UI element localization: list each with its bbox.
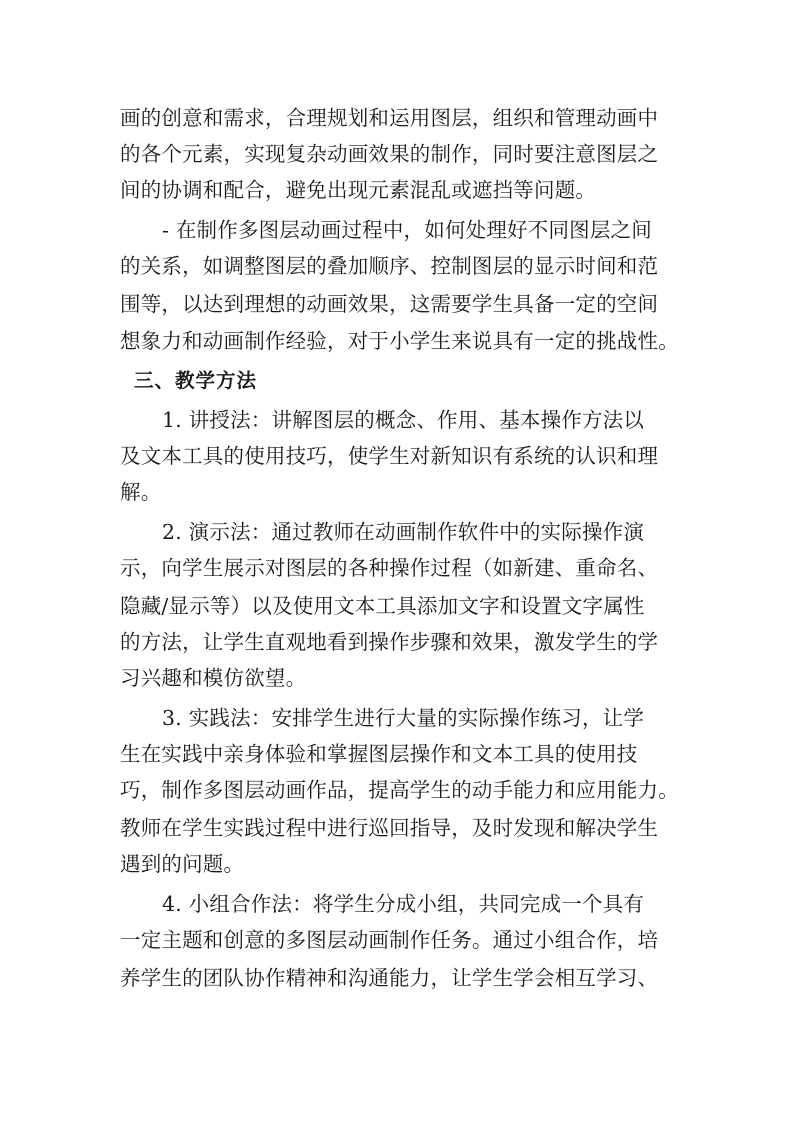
paragraph-line: 习兴趣和模仿欲望。 xyxy=(120,666,307,690)
paragraph-line: 一定主题和创意的多图层动画制作任务。通过小组合作，培 xyxy=(120,928,659,952)
paragraph-line: 3. 实践法：安排学生进行大量的实际操作练习，让学 xyxy=(162,706,645,730)
paragraph-line: 画的创意和需求，合理规划和运用图层，组织和管理动画中 xyxy=(120,106,659,130)
paragraph-line: 示，向学生展示对图层的各种操作过程（如新建、重命名、 xyxy=(120,556,659,580)
paragraph-line: 的各个元素，实现复杂动画效果的制作，同时要注意图层之 xyxy=(120,142,659,166)
section-heading: 三、教学方法 xyxy=(134,369,258,392)
paragraph-line: 及文本工具的使用技巧，使学生对新知识有系统的认识和理 xyxy=(120,444,659,468)
paragraph-line: 生在实践中亲身体验和掌握图层操作和文本工具的使用技 xyxy=(120,742,638,766)
paragraph-line: 解。 xyxy=(120,480,162,504)
paragraph-line: 围等，以达到理想的动画效果，这需要学生具备一定的空间 xyxy=(120,292,659,316)
paragraph-line: 2. 演示法：通过教师在动画制作软件中的实际操作演 xyxy=(162,520,645,544)
paragraph-line: 1. 讲授法：讲解图层的概念、作用、基本操作方法以 xyxy=(162,408,645,432)
paragraph-line: 教师在学生实践过程中进行巡回指导，及时发现和解决学生 xyxy=(120,816,659,840)
paragraph-line: 间的协调和配合，避免出现元素混乱或遮挡等问题。 xyxy=(120,178,597,202)
paragraph-line: 隐藏/显示等）以及使用文本工具添加文字和设置文字属性 xyxy=(120,594,645,618)
paragraph-line: 巧，制作多图层动画作品，提高学生的动手能力和应用能力。 xyxy=(120,778,679,802)
paragraph-line: 想象力和动画制作经验，对于小学生来说具有一定的挑战性。 xyxy=(120,329,679,353)
paragraph-line: 4. 小组合作法：将学生分成小组，共同完成一个具有 xyxy=(162,892,645,916)
paragraph-line: 的方法，让学生直观地看到操作步骤和效果，激发学生的学 xyxy=(120,630,659,654)
paragraph-line: 的关系，如调整图层的叠加顺序、控制图层的显示时间和范 xyxy=(120,254,659,278)
paragraph-line: - 在制作多图层动画过程中，如何处理好不同图层之间 xyxy=(162,218,652,242)
paragraph-line: 养学生的团队协作精神和沟通能力，让学生学会相互学习、 xyxy=(120,966,659,990)
paragraph-line: 遇到的问题。 xyxy=(120,852,245,876)
